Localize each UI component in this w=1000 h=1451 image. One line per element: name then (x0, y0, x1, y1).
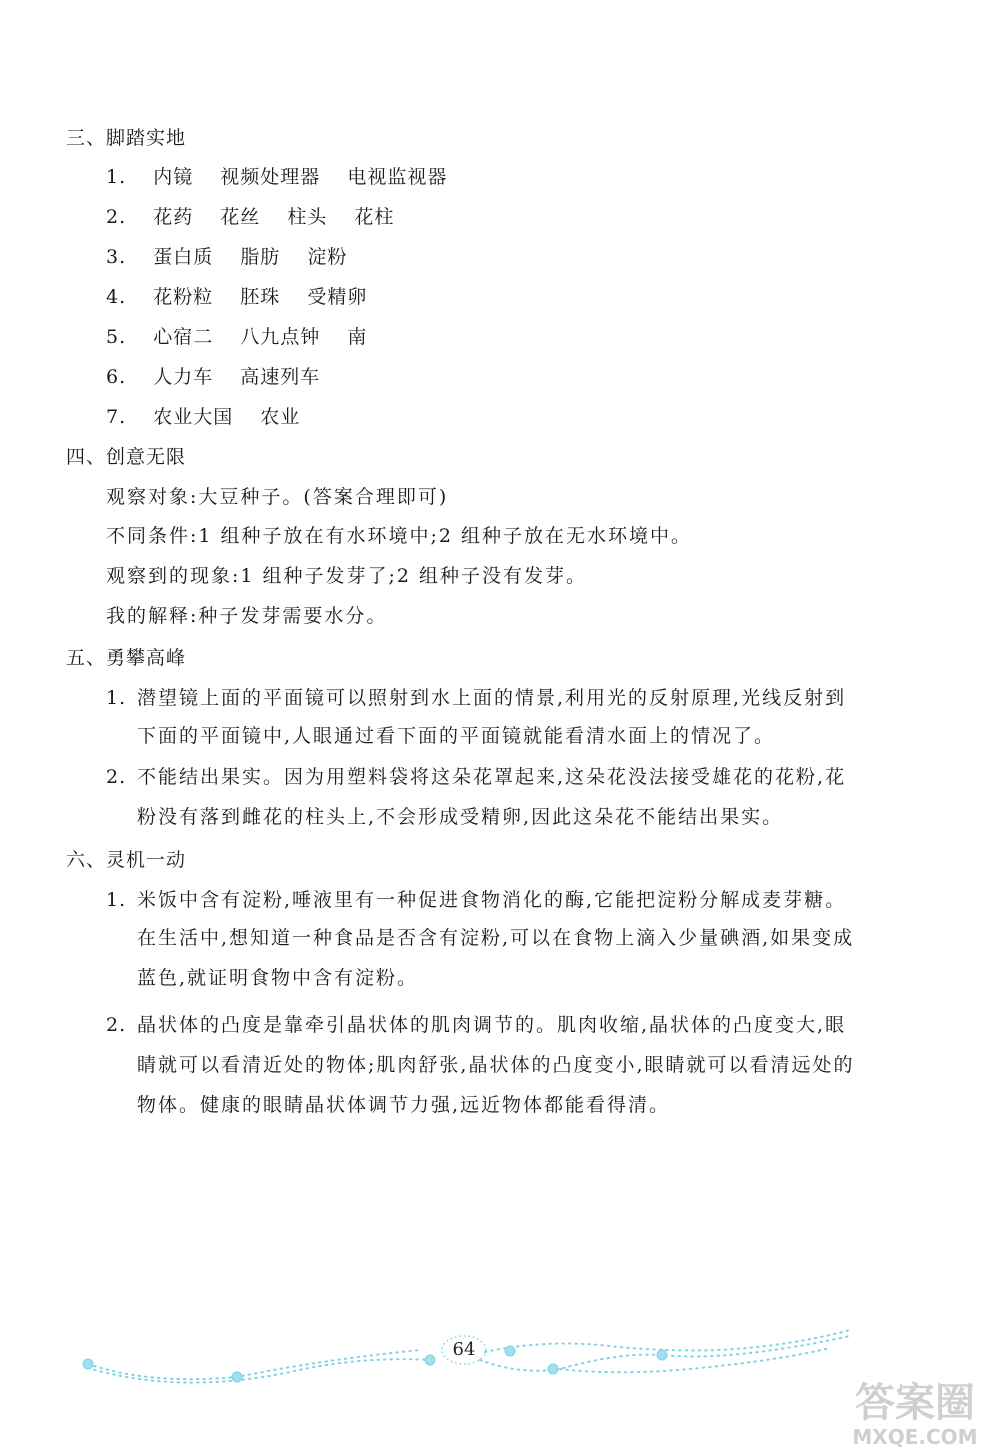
section-6-heading: 六、灵机一动 (66, 849, 187, 871)
s4-line-observation: 观察到的现象:1 组种子发芽了;2 组种子没有发芽。 (106, 565, 588, 587)
s5-item-2-line-2: 粉没有落到雌花的柱头上,不会形成受精卵,因此这朵花不能结出果实。 (137, 806, 784, 828)
s3-item-2-num: 2. (106, 206, 127, 228)
answer: 农业 (260, 406, 301, 428)
s3-item-7 (106, 405, 300, 429)
section-4-heading: 四、创意无限 (66, 446, 187, 468)
s3-item-7-num: 7. (106, 406, 127, 428)
s6-item-2-line-2: 睛就可以看清近处的物体;肌肉舒张,晶状体的凸度变小,眼睛就可以看清远处的 (137, 1054, 855, 1076)
answer: 淀粉 (307, 246, 348, 268)
section-3-heading: 三、脚踏实地 (66, 127, 187, 149)
decor-dot (505, 1346, 515, 1356)
answer: 花丝 (220, 206, 261, 228)
answer: 电视监视器 (347, 166, 448, 188)
answer: 心宿二 (153, 326, 214, 348)
watermark-logo (830, 1370, 1000, 1451)
page-number: 64 (452, 1339, 476, 1360)
s3-item-4 (106, 285, 367, 309)
s3-item-3 (106, 245, 347, 269)
answer: 农业大国 (153, 406, 234, 428)
s3-item-2 (106, 205, 394, 229)
answer: 花药 (153, 206, 194, 228)
s3-item-5 (106, 325, 367, 349)
s3-item-4-num: 4. (106, 286, 127, 308)
s6-item-2-line-3: 物体。健康的眼睛晶状体调节力强,远近物体都能看得清。 (137, 1094, 671, 1116)
answer: 柱头 (287, 206, 328, 228)
s6-item-1-line-1: 米饭中含有淀粉,唾液里有一种促进食物消化的酶,它能把淀粉分解成麦芽糖。 (137, 889, 847, 911)
s3-item-6 (106, 365, 320, 389)
s5-item-1-num: 1. (106, 687, 127, 709)
answer: 人力车 (153, 366, 214, 388)
s6-item-2-line-1: 晶状体的凸度是靠牵引晶状体的肌肉调节的。肌肉收缩,晶状体的凸度变大,眼 (137, 1014, 847, 1036)
s5-item-1-line-1: 潜望镜上面的平面镜可以照射到水上面的情景,利用光的反射原理,光线反射到 (137, 687, 847, 709)
decor-dot (232, 1372, 242, 1382)
answer: 内镜 (153, 166, 194, 188)
s4-line-explanation: 我的解释:种子发芽需要水分。 (106, 605, 388, 627)
s6-item-1-line-3: 蓝色,就证明食物中含有淀粉。 (137, 967, 419, 989)
decor-dot (548, 1364, 558, 1374)
answer: 花柱 (354, 206, 395, 228)
s6-item-1-line-2: 在生活中,想知道一种食品是否含有淀粉,可以在食物上滴入少量碘酒,如果变成 (137, 927, 855, 949)
section-5-heading: 五、勇攀高峰 (66, 647, 187, 669)
s3-item-3-num: 3. (106, 246, 127, 268)
s6-item-2-num: 2. (106, 1014, 127, 1036)
s3-item-1 (106, 165, 447, 189)
watermark-text-bottom: MXQE.COM (852, 1425, 978, 1449)
decor-dot (657, 1350, 667, 1360)
answer: 八九点钟 (240, 326, 321, 348)
s3-item-5-num: 5. (106, 326, 127, 348)
answer: 花粉粒 (153, 286, 214, 308)
s3-item-6-num: 6. (106, 366, 127, 388)
answer: 南 (347, 326, 368, 348)
s3-item-1-num: 1. (106, 166, 127, 188)
s5-item-1-line-2: 下面的平面镜中,人眼通过看下面的平面镜就能看清水面上的情况了。 (137, 725, 776, 747)
s5-item-2-num: 2. (106, 766, 127, 788)
decor-dot (83, 1359, 93, 1369)
answer: 受精卵 (307, 286, 368, 308)
answer: 蛋白质 (153, 246, 214, 268)
answer: 脂肪 (240, 246, 281, 268)
s6-item-1-num: 1. (106, 889, 127, 911)
answer: 胚珠 (240, 286, 281, 308)
decor-dot (425, 1355, 435, 1365)
s4-line-object: 观察对象:大豆种子。(答案合理即可) (106, 486, 449, 508)
answer: 高速列车 (240, 366, 321, 388)
answer: 视频处理器 (220, 166, 321, 188)
s4-line-conditions: 不同条件:1 组种子放在有水环境中;2 组种子放在无水环境中。 (106, 525, 693, 547)
watermark-text-top: 答案圈 (855, 1380, 975, 1426)
s5-item-2-line-1: 不能结出果实。因为用塑料袋将这朵花罩起来,这朵花没法接受雄花的花粉,花 (137, 766, 847, 788)
